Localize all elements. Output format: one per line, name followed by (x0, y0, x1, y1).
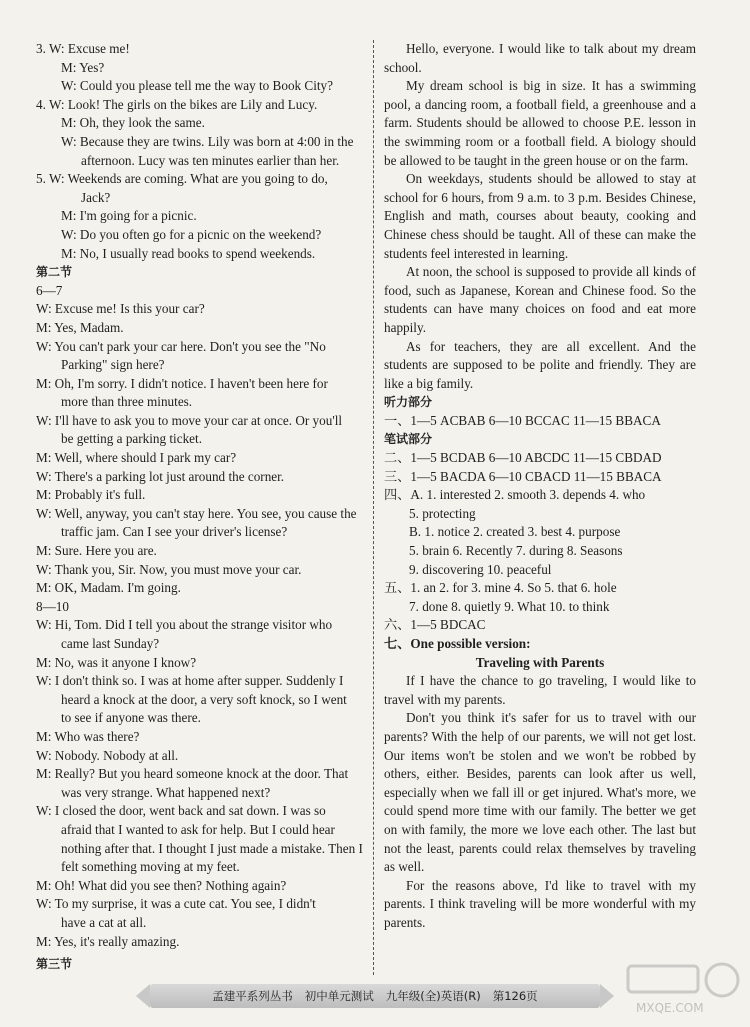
script-line: heard a knock at the door, a very soft knock, so I went (61, 691, 347, 707)
footer-right-arrow (600, 984, 614, 1008)
script-line: Jack? (81, 189, 111, 205)
script-line: M: Really? But you heard someone knock at the door. That (36, 766, 349, 782)
watermark-text: MXQE.COM (636, 1001, 704, 1015)
script-line: M: OK, Madam. I'm going. (36, 580, 181, 596)
essay-title: Traveling with Parents (475, 654, 605, 670)
script-line: W: You can't park your car here. Don't you see the "No (36, 338, 326, 354)
script-line: 4. W: Look! The girls on the bikes are Lily and Lucy. (36, 96, 318, 112)
answer-line: 5. protecting (409, 505, 476, 521)
script-line: be getting a parking ticket. (61, 431, 202, 447)
script-line: afternoon. Lucy was ten minutes earlier than her. (81, 152, 340, 168)
script-line: nothing after that. I thought I just made a mistake. Then I (61, 840, 363, 856)
speech-paragraph: My dream school is big in size. It has a swimming pool, a dancing room, a football field, a greenhouse and a farm. Students should be allowed to choose P.E. lesson in the swimming room or a football field. A biology should be allowed to be taught in the green house or on the farm. (384, 78, 696, 168)
essay-paragraph: For the reasons above, I'd like to travel with my parents. I think traveling will be more wonderful with my parents. (384, 877, 696, 930)
script-line: M: Oh! What did you see then? Nothing again? (36, 877, 287, 893)
speech-paragraph: As for teachers, they are all excellent. And the students are supposed to be polite and friendly. They are like a big family. (384, 338, 696, 391)
speech-paragraph: On weekdays, students should be allowed to stay at school for 6 hours, from 9 a.m. to 3 p.m. Besides Chinese, English and math, courses about beauty, cooking and Chinese chess should be taught. All of these can make the students feel interested in learning. (384, 171, 696, 261)
script-line: 3. W: Excuse me! (36, 41, 130, 56)
answer-line: 二、1—5 BCDAB 6—10 ABCDC 11—15 CBDAD (384, 450, 662, 466)
script-line: M: Sure. Here you are. (36, 543, 157, 559)
answer-line: 六、1—5 BDCAC (384, 617, 486, 633)
script-line: traffic jam. Can I see your driver's license? (61, 524, 288, 540)
script-line: M: Yes? (61, 59, 105, 75)
footer-left-arrow (136, 984, 150, 1008)
answer-section-heading: 听力部分 (384, 395, 433, 410)
footer-grade: 九年级(全)英语(R) (385, 989, 481, 1003)
answer-line: 7. done 8. quietly 9. What 10. to think (409, 598, 610, 614)
script-line: W: I don't think so. I was at home after supper. Suddenly I (36, 673, 344, 689)
answer-line: 四、A. 1. interested 2. smooth 3. depends 4. who (384, 487, 646, 503)
script-line: W: Do you often go for a picnic on the weekend? (61, 226, 322, 242)
page-footer (150, 984, 600, 1008)
script-line: M: Yes, it's really amazing. (36, 933, 180, 949)
script-line: 6—7 (36, 282, 63, 298)
script-line: Parking" sign here? (61, 357, 165, 373)
footer-book: 初中单元测试 (304, 989, 374, 1003)
script-line: W: I'll have to ask you to move your car at once. Or you'll (36, 412, 343, 428)
answer-line: 七、One possible version: (384, 636, 531, 651)
script-line: was very strange. What happened next? (61, 784, 271, 800)
script-line: M: Well, where should I park my car? (36, 450, 237, 466)
script-line: M: I'm going for a picnic. (61, 208, 197, 224)
script-line: to see if anyone was there. (61, 710, 201, 726)
speech-paragraph: At noon, the school is supposed to provide all kinds of food, such as Japanese, Korean and Chinese food. So the students can have many choices on food and eat more happily. (384, 264, 696, 335)
script-line: have a cat at all. (61, 914, 147, 930)
answer-section-heading: 笔试部分 (384, 432, 433, 447)
watermark-logo (622, 958, 742, 1020)
script-line: came last Sunday? (61, 636, 160, 651)
script-line: 8—10 (36, 598, 69, 614)
script-line: W: Hi, Tom. Did I tell you about the strange visitor who (36, 617, 333, 633)
speech-paragraph: Hello, everyone. I would like to talk about my dream school. (384, 41, 696, 75)
script-line: M: Probably it's full. (36, 487, 146, 503)
answer-line: 5. brain 6. Recently 7. during 8. Seasons (409, 543, 623, 559)
script-line: M: Oh, they look the same. (61, 115, 205, 131)
script-line: M: No, I usually read books to spend weekends. (61, 245, 316, 261)
script-line: W: Because they are twins. Lily was born at 4:00 in the (61, 133, 354, 149)
script-line: W: To my surprise, it was a cute cat. You see, I didn't (36, 896, 316, 912)
footer-series: 孟建平系列丛书 (212, 989, 293, 1003)
answer-line: 9. discovering 10. peaceful (409, 561, 552, 577)
script-line: W: Excuse me! Is this your car? (36, 301, 205, 317)
script-line: M: Who was there? (36, 728, 140, 744)
section-heading: 第二节 (36, 265, 73, 280)
script-line: M: No, was it anyone I know? (36, 654, 197, 670)
script-line: W: There's a parking lot just around the corner. (36, 468, 285, 484)
answer-line: 一、1—5 ACBAB 6—10 BCCAC 11—15 BBACA (384, 412, 661, 428)
essay-paragraph: Don't you think it's safer for us to travel with our parents? With the help of our parents, we will not get lost. Our items won't be stolen and we won't be robbed by others, either. Besides, parents can look after us well, especially when we fall ill or get injured. What's more, we could spend more time with our family. The better we get on with family, the more we love each other. The last but not the least, parents could relax themselves by traveling as well. (384, 710, 696, 875)
answer-line: 五、1. an 2. for 3. mine 4. So 5. that 6. hole (384, 580, 617, 596)
script-line: more than three minutes. (61, 394, 193, 410)
answer-line: 三、1—5 BACDA 6—10 CBACD 11—15 BBACA (384, 468, 662, 484)
script-line: W: I closed the door, went back and sat down. I was so (36, 803, 326, 819)
script-line: 5. W: Weekends are coming. What are you going to do, (36, 171, 328, 187)
script-line: W: Could you please tell me the way to Book City? (61, 78, 334, 94)
script-line: W: Well, anyway, you can't stay here. You see, you cause the (36, 505, 357, 521)
script-line: felt something moving at my feet. (61, 859, 240, 875)
script-line: M: Oh, I'm sorry. I didn't notice. I haven't been here for (36, 375, 328, 391)
section-3-heading: 第三节 (36, 957, 73, 971)
answer-line: B. 1. notice 2. created 3. best 4. purpose (409, 524, 621, 540)
script-line: M: Yes, Madam. (36, 319, 124, 335)
script-line: W: Nobody. Nobody at all. (36, 747, 179, 763)
essay-paragraph: If I have the chance to go traveling, I would like to travel with my parents. (384, 673, 696, 707)
listening-script-column (36, 40, 366, 951)
footer-page-number: 第126页 (492, 989, 538, 1003)
script-line: W: Thank you, Sir. Now, you must move your car. (36, 561, 302, 577)
column-divider (373, 40, 374, 975)
answers-column (384, 40, 696, 933)
script-line: afraid that I wanted to ask for help. But I could hear (61, 821, 335, 837)
